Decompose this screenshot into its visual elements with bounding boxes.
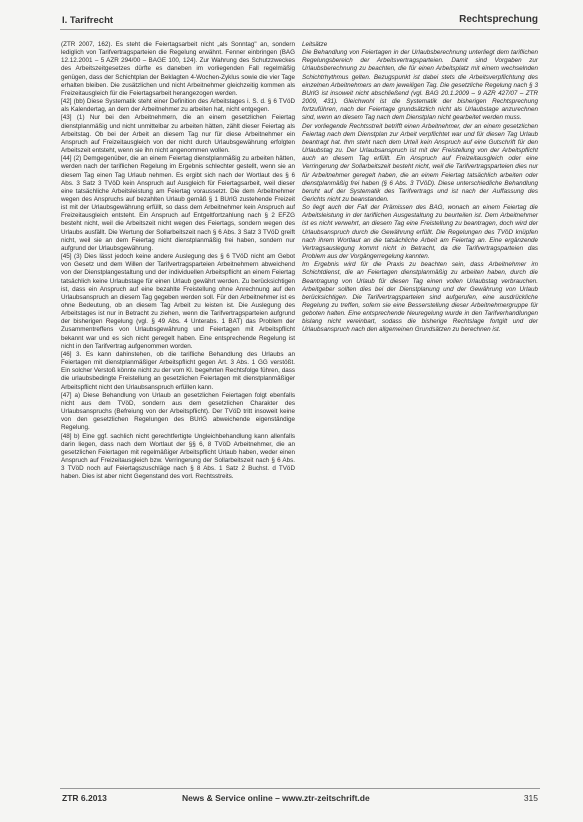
left-text-column	[61, 41, 295, 481]
commentary-paragraph: Die Behandlung von Feiertagen in der Urlaubsberechnung unterliegt dem tariflichen Regelungsbereich der Arbeitsvertragsparteien. Damit sind Vorgaben zur Urlaubsberechnung zu beachten, die für einen Arbeitsplatz mit einem wechselnden Schichtrhythmus gelten. Bezugspunkt ist dabei stets die Arbeitsverpflichtung des einzelnen Arbeitnehmers an dem jeweiligen Tag. Die gesetzliche Regelung nach § 3 BUrlG ist insoweit nicht abschließend (vgl. BAG 20.1.2009 – 9 AZR 427/07 – ZTR 2009, 431). Gleichwohl ist die Systematik der bisherigen Rechtsprechung fortzuführen, nach der Feiertage grundsätzlich nicht als Urlaubstage anzurechnen sind, wenn an diesem Tag nach dem Dienstplan nicht gearbeitet werden muss.	[302, 49, 538, 122]
paragraph: [42] (bb) Diese Systematik steht einer Definition des Arbeitstages i. S. d. § 6 TVöD als Kalendertag, an dem der Arbeitnehmer zu arbeiten hat, nicht entgegen.	[61, 98, 295, 114]
header-rule	[60, 29, 540, 30]
paragraph: [43] (1) Nur bei den Arbeitnehmern, die an einem gesetzlichen Feiertag dienstplanmäßig und nicht unmittelbar zu arbeiten hätten, zählt dieser Feiertag als Arbeitstag. Ob bei der Arbeit an diesem Tag nur für diese Arbeitnehmer ein Anspruch auf Freizeitausgleich von der nicht durch Urlaubsgewährung erfolgten Arbeitszeit entsteht, wenn sie ihn nicht angenommen wollen.	[61, 114, 295, 155]
paragraph: [48] b) Eine ggf. sachlich nicht gerechtfertigte Ungleichbehandlung kann allenfalls darin liegen, dass nach dem Wortlaut der §§ 6, 8 TVöD Arbeitnehmer, die an gesetzlichen Feiertagen mit regelmäßiger Arbeitspflicht Urlaub haben, weder einen Anspruch auf Freizeitausgleich bzw. Verringerung der Sollarbeitszeit nach § 6 Abs. 3 TVöD noch auf Feiertagszuschläge nach § 8 Abs. 1 Satz 2 Buchst. d TVöD haben. Dies ist aber nicht Gegenstand des vorl. Rechtsstreits.	[61, 432, 295, 481]
running-header-category: Rechtsprechung	[459, 14, 538, 25]
commentary-paragraph: Der vorliegende Rechtsstreit betrifft einen Arbeitnehmer, der an einem gesetzlichen Feiertag nach dem Dienstplan zur Arbeit verpflichtet war und für diesen Tag Urlaub beantragt hat. Ihm steht nach dem Urteil kein Anspruch auf eine Gutschrift für den Urlaubstag zu. Der Urlaubsanspruch ist mit der Freistellung von der Arbeitspflicht auch an diesem Tag erfüllt. Ein Anspruch auf Freizeitausgleich oder eine Verringerung der Sollarbeitszeit besteht nicht, weil die Tarifvertragsparteien dies nur für Arbeitnehmer geregelt haben, die an einem Feiertag tatsächlich arbeiten oder dienstplanmäßig frei haben (§ 6 Abs. 3 TVöD). Diese unterschiedliche Behandlung beruht auf der Systematik des Tarifvertrags und ist nach der Auffassung des Gerichts nicht zu beanstanden.	[302, 122, 538, 203]
paragraph: [47] a) Diese Behandlung von Urlaub an gesetzlichen Feiertagen folgt ebenfalls nicht aus dem TVöD, sondern aus dem gesetzlichen Charakter des Urlaubsanspruchs (Befreiung von der Arbeitspflicht). Der TVöD tritt insoweit keine von den gesetzlichen Regelungen des BUrlG abweichende eigenständige Regelung.	[61, 391, 295, 432]
commentary-paragraph: So liegt auch der Fall der Prämissen des BAG, wonach an einem Feiertag die Arbeitsleistung in der tariflichen Ausgestaltung zu beurteilen ist. Dem Arbeitnehmer ist es nicht verwehrt, an diesem Tag eine Freistellung zu beantragen, doch wird der Urlaubsanspruch durch die Gewährung erfüllt. Die Regelungen des TVöD knüpfen nach ihrem Wortlaut an die tatsächliche Arbeit am Feiertag an. Eine ergänzende Vertragsauslegung kommt nicht in Betracht, da die Tarifvertragsparteien das Problem aus der Vorgängerregelung kannten.	[302, 204, 538, 261]
page-number: 315	[523, 793, 538, 803]
footer-website-link[interactable]: News & Service online – www.ztr-zeitschrift.de	[182, 793, 370, 803]
paragraph: [45] (3) Dies lässt jedoch keine andere Auslegung des § 6 TVöD nicht am Gebot von Gesetz und dem Willen der Tarifvertragsparteien Arbeitnehmern abweichend von der Dienstplangestaltung und der individuellen Arbeitspflicht an einem Feiertag tatsächlich keine Urlaubstage für einen Urlaub gewährt werden. Zu berücksichtigen ist, dass ein Anspruch auf eine bezahlte Freistellung ohne Anrechnung auf den Urlaubsanspruch an diesem Tag gegeben werden soll. Für den Arbeitnehmer ist es ohne Bedeutung, ob an diesem Tag Arbeit zu leisten ist. Die Auslegung des Arbeitstages ist nur in Betracht zu ziehen, wenn die Tarifvertragsparteien aufgrund der bisherigen Regelung (vgl. § 49 Abs. 4 Unterabs. 1 BAT) das Problem der Zusammentreffens von Urlaubsgewährung und Feiertagen mit Arbeitspflicht bekannt war und es sich nicht geregelt haben. Eine entsprechende Regelung ist nicht in den Tarifvertrag aufgenommen worden.	[61, 253, 295, 350]
column-heading: Leitsätze	[302, 41, 328, 48]
commentary-paragraph: Im Ergebnis wird für die Praxis zu beachten sein, dass Arbeitnehmer im Schichtdienst, die an Feiertagen dienstplanmäßig zu arbeiten haben, durch die Beantragung von Urlaub für diesen Tag einen vollen Urlaubstag verbrauchen. Arbeitgeber sollten dies bei der Dienstplanung und der Gewährung von Urlaub berücksichtigen. Die Tarifvertragsparteien sind aufgerufen, eine ausdrückliche Regelung zu treffen, sofern sie eine Besserstellung dieser Arbeitnehmergruppe für geboten halten. Eine entsprechende Neuregelung wurde in den Tarifverhandlungen bislang nicht vereinbart, sodass die bisherige Rechtslage fortgilt und der Urlaubsanspruch nach den allgemeinen Grundsätzen zu berechnen ist.	[302, 261, 538, 334]
footer-rule	[60, 788, 540, 789]
right-text-column	[302, 41, 538, 335]
paragraph: [46] 3. Es kann dahinstehen, ob die tarifliche Behandlung des Urlaubs an Feiertagen mit dienstplanmäßiger Arbeitspflicht gegen Art. 3 Abs. 1 GG verstößt. Ein solcher Verstoß könnte nicht zu der vom Kl. begehrten Rechtsfolge führen, dass die urlaubsbedingte Freistellung an gesetzlichen Feiertagen mit dienstplanmäßiger Arbeitspflicht nicht den Urlaubsanspruch erfüllen kann.	[61, 350, 295, 391]
running-header-section: I. Tarifrecht	[62, 15, 114, 26]
footer-issue: ZTR 6.2013	[62, 793, 107, 803]
paragraph: [44] (2) Demgegenüber, die an einem Feiertag dienstplanmäßig zu arbeiten hätten, werden nach der tariflichen Regelung im Ergebnis schlechter gestellt, wenn sie an diesem Tag einen Tag Urlaub nehmen. Es ergibt sich nach der Wortlaut des § 6 Abs. 3 Satz 3 TVöD kein Anspruch auf Ausgleich für Feiertagsarbeit, weil dieser eine tatsächliche Arbeitsleistung am Feiertag voraussetzt. Die dem Arbeitnehmer wegen des Anspruchs auf bezahlten Urlaub gemäß § 1 BUrlG zustehende Freizeit ist mit der Urlaubsgewährung erfüllt, so dass dem Arbeitnehmer kein Anspruch auf Freizeitausgleich entsteht. Ein Anspruch auf Entgeltfortzahlung nach § 2 EFZG besteht nicht, weil die Arbeitszeit nicht wegen des Feiertags, sondern wegen des Urlaubs ausfällt. Die Wertung der Sollarbeitszeit nach § 6 Abs. 3 Satz 3 TVöD greift nicht, weil sie an dem Feiertag nicht dienstplanmäßig frei haben, sondern nur aufgrund der Urlaubsgewährung.	[61, 155, 295, 252]
paragraph: (ZTR 2007, 162). Es steht die Feiertagsarbeit nicht „als Sonntag" an, sondern lediglich von Tarifvertragsparteien die Regelung erwähnt. Fenner einbringen (BAG 12.12.2001 – 5 AZR 294/00 – BAGE 100, 124). Zur Wahrung des Schutzzweckes des Arbeitszeitgesetzes dürfte es daneben im vorliegenden Fall regelmäßig genügen, dass der Schichtplan der Beklagten 4-Wochen-Zyklus sowie die vier Tage erhalten bleiben. Die zusätzlichen und nicht Arbeitnehmer gleichzeitig kommen als Freizeitausgleich für die Feiertagsarbeit herangezogen werden.	[61, 41, 295, 97]
